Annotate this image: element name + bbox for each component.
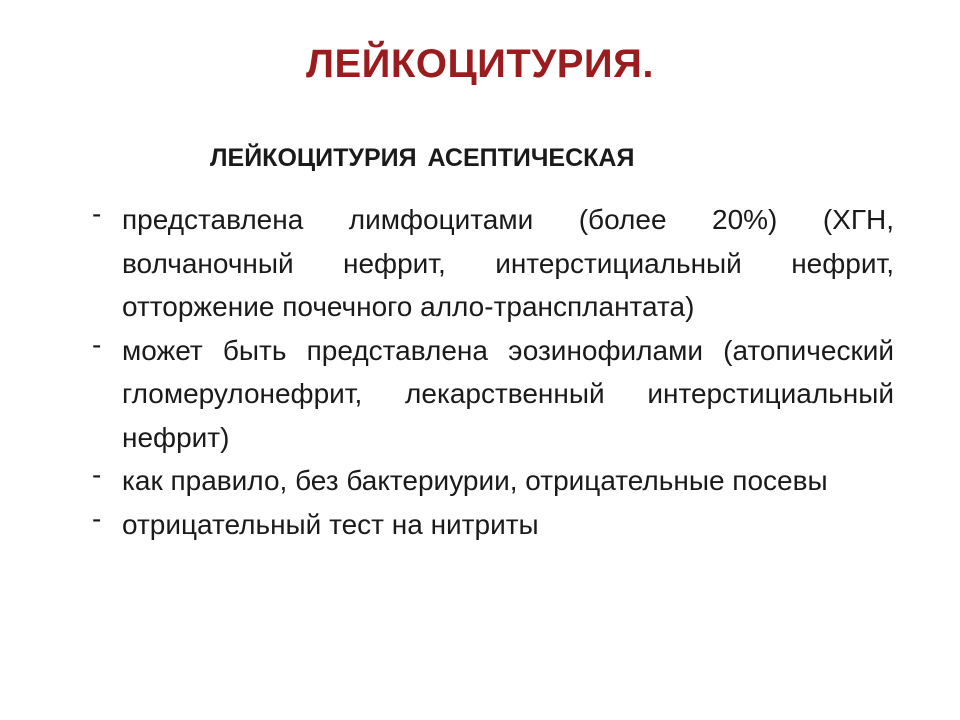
list-item [88,459,894,503]
list-item [88,329,894,460]
bullet-dash: - [92,459,102,490]
list-item-text: как правило, без бактериурии, отрицательные посевы [122,465,828,496]
list-item-text: может быть представлена эозинофилами (атопический гломерулонефрит, лекарственный интерстициальный нефрит) [122,334,894,453]
bullet-dash: - [92,502,102,534]
bullet-dash: - [92,198,102,229]
slide-subtitle: ЛЕЙКОЦИТУРИЯ АСЕПТИЧЕСКАЯ [210,144,635,172]
list-item [88,198,894,329]
bullet-list [88,198,894,546]
list-item-text: представлена лимфоцитами (более 20%) (ХГН, волчаночный нефрит, интерстициальный нефрит, отторжение почечного алло-трансплантата) [122,204,894,322]
list-item [88,503,894,547]
slide-title: ЛЕЙКОЦИТУРИЯ. [305,42,655,86]
list-item-text: отрицательный тест на нитриты [122,508,539,540]
bullet-dash: - [92,328,102,360]
